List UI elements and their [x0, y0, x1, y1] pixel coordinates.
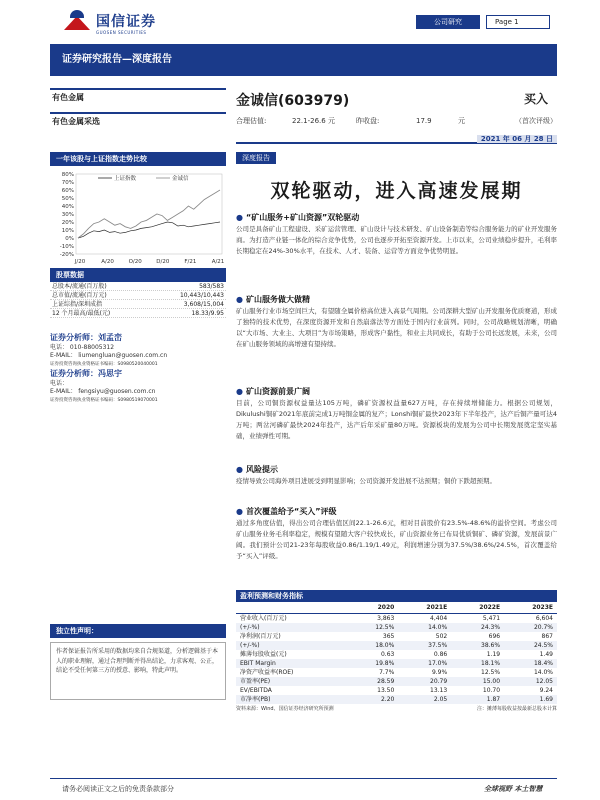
table-cell: 1.69 — [504, 695, 557, 704]
brand-logo — [64, 10, 156, 35]
table-cell: 867 — [541, 632, 553, 640]
x-tick-label: A/20 — [101, 259, 114, 265]
rating: 买入 — [524, 92, 549, 106]
table-row — [236, 641, 557, 650]
row-label: 摊薄每股收益(元) — [240, 650, 287, 658]
column-header: 2020 — [349, 602, 399, 613]
table-cell: 1.49 — [539, 650, 553, 658]
financial-notes — [236, 705, 557, 712]
market-row — [50, 291, 226, 300]
table-cell: 13.50 — [377, 686, 395, 694]
table-cell: 18.0% — [349, 641, 399, 650]
chart-svg — [50, 168, 226, 268]
table-cell: 2.05 — [398, 695, 451, 704]
report-date: 2021 年 06 月 28 日 — [477, 135, 557, 143]
market-row — [50, 300, 226, 309]
table-cell: 38.6% — [451, 641, 504, 650]
y-tick-label: 40% — [61, 204, 74, 210]
market-row — [50, 309, 226, 318]
valuation-value: 22.1-26.6 — [292, 117, 326, 125]
table-cell: 7.7% — [379, 668, 395, 676]
table-cell: 17.0% — [398, 659, 451, 668]
table-cell: 13.13 — [430, 686, 448, 694]
financial-table — [236, 602, 557, 704]
section-title: ● 首次覆盖给予“买入”评级 — [236, 506, 557, 518]
table-cell: 14.0% — [533, 668, 553, 676]
logo-text: 国信证券 — [96, 14, 156, 30]
market-row-label: 上证综指/深圳成指 — [52, 301, 103, 308]
chart-title: 一年该股与上证指数走势比较 — [50, 152, 226, 166]
table-cell: 502 — [435, 632, 448, 640]
market-row-value: 3,608/15,004 — [183, 301, 224, 308]
table-cell: 696 — [488, 632, 501, 640]
independence-title: 独立性声明： — [50, 624, 226, 638]
valuation-row — [236, 116, 557, 126]
table-cell: 20.7% — [504, 623, 557, 632]
table-cell: 5,471 — [482, 614, 501, 622]
section — [236, 386, 557, 442]
close-unit: 元 — [458, 117, 465, 125]
y-tick-label: 70% — [61, 180, 74, 186]
y-tick-label: 0% — [65, 236, 74, 242]
section — [236, 506, 557, 562]
table-row — [236, 632, 557, 641]
report-date-line — [236, 134, 557, 144]
table-row — [236, 659, 557, 668]
stock-vs-index-chart — [50, 168, 226, 268]
y-tick-label: 80% — [61, 172, 74, 178]
footer-divider — [50, 778, 557, 779]
market-row — [50, 282, 226, 291]
market-row-label: 总市值/流通(百万元) — [52, 292, 107, 299]
column-header: 2021E — [398, 602, 451, 613]
y-tick-label: -20% — [59, 252, 74, 258]
y-tick-label: 10% — [61, 228, 74, 234]
data-source: 资料来源：Wind、国信证券经济研究所预测 — [236, 705, 334, 712]
table-cell: 14.0% — [398, 623, 451, 632]
section-title: ● 矿山服务做大做精 — [236, 294, 557, 306]
table-row — [236, 668, 557, 677]
logo-mark-icon — [64, 10, 90, 32]
independence-statement: 作者保证报告所采用的数据均来自合规渠道，分析逻辑基于本人的职业理解，通过合理判断并得出结论，力求客观、公正，结论不受任何第三方的授意、影响，特此声明。 — [50, 642, 226, 700]
market-row-label: 12 个月最高/最低(元) — [52, 310, 111, 317]
market-row-value: 10,443/10,443 — [179, 292, 224, 299]
table-row — [236, 650, 557, 659]
section-title: ● 风险提示 — [236, 464, 557, 476]
valuation-label: 合理估值: — [236, 117, 267, 125]
column-header: 2022E — [451, 602, 504, 613]
table-cell: 12.5% — [349, 623, 399, 632]
section — [236, 294, 557, 350]
table-cell: 18.4% — [504, 659, 557, 668]
market-row-label: 总股本/流通(百万股) — [52, 283, 107, 290]
table-cell: 1.19 — [486, 650, 501, 658]
logo-english-text: GUOSEN SECURITIES — [96, 30, 147, 35]
table-row — [236, 695, 557, 704]
eps-note: 注：摊薄每股收益按最新总股本计算 — [476, 705, 557, 712]
table-cell: 6,604 — [535, 614, 553, 622]
table-row — [236, 613, 557, 623]
table-cell: 0.86 — [433, 650, 448, 658]
footer-slogan: 全球视野 本土智慧 — [484, 785, 543, 793]
close-value: 17.9 — [416, 117, 432, 125]
y-tick-label: 60% — [61, 188, 74, 194]
table-row — [236, 686, 557, 695]
chart-plot-frame — [76, 174, 222, 254]
section-text: 矿山服务行业市场空间巨大，有望随全属价格高位进入高景气周期。公司深耕大型矿山开发服务优质赛道，形成了独特的技术优势，在深度资源开发和自然崩落法等方面处于国内行业前列。同时，公司战略规划清晰，明确以“大市场、大业主、大项目”为市场策略，形成客户黏性，和业主共同成长，有助于公司长远发展，未来，公司在矿山服务领域的高增速有望持续。 — [236, 307, 557, 348]
row-label: 净资产收益率(ROE) — [240, 668, 294, 676]
section-text: 目前，公司铜资源权益量达105万吨，磷矿资源权益量627万吨，存在持续增储能力。根据公司规划，Dikulushi铜矿2021年底前完成1万吨铜金属的复产；Lonshi铜矿最快2023年下半年投产，达产后铜产量可达4万吨；两岔河磷矿最快2024年投产，达产后年采矿量80万吨。资源板块的发展为公司中长期发展奠定坚实基础，业绩弹性可期。 — [236, 399, 557, 440]
table-cell: 12.5% — [481, 668, 501, 676]
table-cell: 9.9% — [431, 668, 448, 676]
analyst-email[interactable]: E-MAIL： fengsiyu@guosen.com.cn — [50, 388, 156, 395]
row-label: (+/-%) — [236, 623, 349, 632]
section-text: 通过多角度估值，得出公司合理估值区间22.1-26.6元，相对目前股价有23.5%-48.6%的溢价空间。考虑公司矿山服务业务毛利率稳定，规模有望随大客户较快成长，矿山资源业务已布局优质铜矿、磷矿资源，发展前景广阔。我们预计公司21-23年每股收益0.86/1.19/1.49元，利润增速分别为37.5%/38.6%/24.5%，首次覆盖给予“买入”评级。 — [236, 519, 557, 560]
table-cell: 24.3% — [451, 623, 504, 632]
headline: 双轮驱动，进入高速发展期 — [270, 180, 523, 202]
row-label: EV/EBITDA — [240, 686, 272, 694]
legend-label: 上证指数 — [114, 176, 137, 182]
table-header-row — [236, 602, 557, 613]
sector-primary: 有色金属 — [50, 88, 226, 106]
x-tick-label: F/21 — [184, 259, 197, 265]
analyst-phone: 电话： 010-88005312 — [50, 344, 115, 351]
y-tick-label: -10% — [59, 244, 74, 250]
company-name: 金诚信(603979) — [236, 93, 350, 109]
analyst-name: 证券分析师：刘孟峦 — [50, 333, 122, 342]
analyst-block — [50, 368, 240, 405]
table-cell: 28.59 — [349, 677, 399, 686]
close-label: 昨收盘: — [356, 117, 380, 125]
market-row-value: 583/583 — [199, 283, 224, 290]
legend-label: 金诚信 — [172, 176, 189, 182]
table-cell: 18.1% — [451, 659, 504, 668]
market-row-value: 18.33/9.95 — [191, 310, 224, 317]
row-label: 净利润(百万元) — [240, 632, 281, 640]
table-cell: 1.87 — [451, 695, 504, 704]
x-tick-label: J/20 — [74, 259, 86, 265]
market-data-table — [50, 282, 226, 318]
report-type-banner: 证券研究报告—深度报告 — [50, 44, 557, 76]
table-cell: 4,404 — [430, 614, 448, 622]
table-cell: 37.5% — [398, 641, 451, 650]
disclaimer-note: 请务必阅读正文之后的免责条款部分 — [62, 785, 174, 793]
y-tick-label: 50% — [61, 196, 74, 202]
row-label: 营业收入(百万元) — [240, 614, 287, 622]
row-label: 市净率(PB) — [236, 695, 349, 704]
table-cell: 15.00 — [451, 677, 504, 686]
financial-title: 盈利预测和财务指标 — [236, 590, 557, 602]
section-text: 疫情导致公司海外项目进展受到明显影响；公司资源开发进展不达预期；铜价下跌超预期。 — [236, 477, 496, 485]
x-tick-label: A/21 — [211, 259, 225, 265]
analyst-name: 证券分析师：冯思宇 — [50, 369, 122, 378]
column-header: 2023E — [504, 602, 557, 613]
table-cell: 0.63 — [380, 650, 395, 658]
sector-secondary: 有色金属采选 — [50, 112, 226, 130]
y-tick-label: 20% — [61, 220, 74, 226]
series-line-index — [78, 222, 220, 238]
x-tick-label: O/20 — [128, 259, 142, 265]
series-line-stock — [78, 190, 220, 238]
section-text: 公司是具备矿山工程建设、采矿运营管理、矿山设计与技术研发、矿山设备制造等综合服务能力的矿业开发服务商。为打造产业链一体化的综合竞争优势，公司也逐步开拓至资源开发。上市以来，公司业绩稳步提升，毛利率长期稳定在24%-30%水平，在技术、人才、装备、运营等方面竞争优势明显。 — [236, 225, 557, 255]
table-cell: 19.8% — [349, 659, 399, 668]
x-tick-label: D/20 — [156, 259, 170, 265]
section — [236, 212, 557, 257]
table-cell: 10.70 — [482, 686, 501, 694]
rating-note: （首次评级） — [515, 117, 557, 125]
table-cell: 9.24 — [539, 686, 553, 694]
table-cell: 12.05 — [504, 677, 557, 686]
y-tick-label: 30% — [61, 212, 74, 218]
section — [236, 464, 557, 487]
table-row — [236, 623, 557, 632]
financial-forecast — [236, 590, 557, 712]
analyst-phone: 电话： — [50, 380, 69, 387]
table-cell: 24.5% — [504, 641, 557, 650]
analyst-block — [50, 332, 240, 369]
analyst-cert: 证券投资咨询执业资格证书编码：S0980519070001 — [50, 398, 158, 403]
analyst-cert: 证券投资咨询执业资格证书编码：S0980520040001 — [50, 362, 158, 367]
section-title: ● “矿山服务+矿山资源”双轮驱动 — [236, 212, 557, 224]
table-row — [236, 677, 557, 686]
company-research-tag: 公司研究 — [416, 15, 480, 29]
row-label: 市盈率(PE) — [236, 677, 349, 686]
row-label: (+/-%) — [236, 641, 349, 650]
analyst-email[interactable]: E-MAIL： liumengluan@guosen.com.cn — [50, 352, 168, 359]
market-data-title: 股票数据 — [50, 268, 226, 282]
report-type-tag: 深度报告 — [236, 152, 276, 164]
table-cell: 20.79 — [398, 677, 451, 686]
valuation-unit: 元 — [328, 117, 335, 125]
table-cell: 365 — [382, 632, 395, 640]
column-header — [236, 602, 349, 613]
section-title: ● 矿山资源前景广阔 — [236, 386, 557, 398]
table-cell: 3,863 — [377, 614, 395, 622]
page-number: Page 1 — [486, 15, 550, 29]
table-cell: 2.20 — [349, 695, 399, 704]
row-label: EBIT Margin — [236, 659, 349, 668]
